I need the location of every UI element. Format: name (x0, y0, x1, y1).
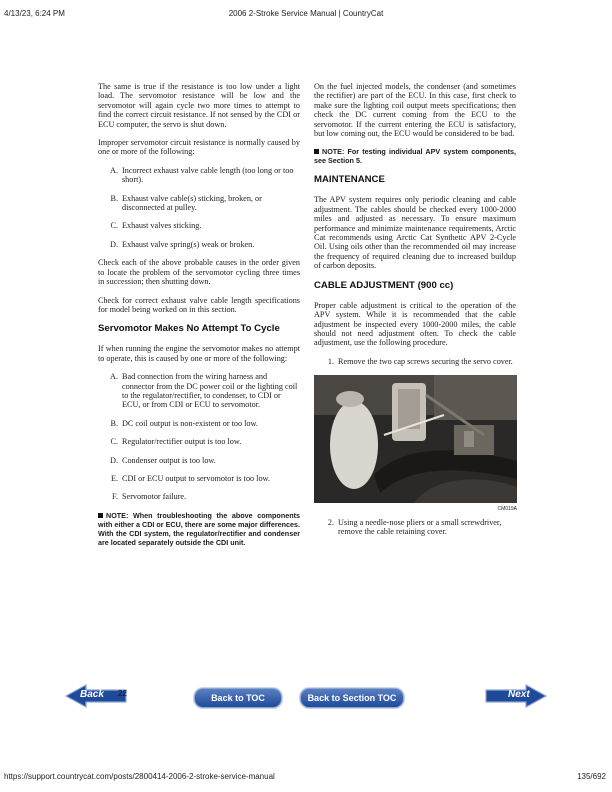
list-item: A. Bad connection from the wiring harness and connector from the DC power coil or the lighting coil to the regulator/rectifier, to condenser, to CDI or ECU, or from CDI or ECU to servomotor. (110, 372, 298, 410)
note: NOTE: When troubleshooting the above components with either a CDI or ECU, there are some major differences. With the CDI system, the regulator/rectifier and condenser are located separately outside the CDI unit. (98, 510, 300, 547)
paragraph: If when running the engine the servomotor makes no attempt to operate, this is caused by one or more of the following: (98, 344, 300, 363)
next-button[interactable] (482, 684, 548, 708)
engine-photo (314, 375, 517, 503)
paragraph: On the fuel injected models, the condenser (and sometimes the rectifier) are part of the ECU. In this case, first check to make sure the lighting coil output meets specifications; then check the DC current coming from the ECU to the servomotor. If the current entering the ECU is satisfactory, but low coming out, the ECU would be considered to be bad. (314, 82, 516, 139)
note: NOTE: For testing individual APV system components, see Section 5. (314, 147, 516, 166)
list-item: D. Exhaust valve spring(s) weak or broken. (110, 239, 255, 249)
step-list (314, 357, 516, 366)
paragraph: Improper servomotor circuit resistance is normally caused by one or more of the following: (98, 138, 300, 157)
note-square-icon (314, 149, 319, 154)
left-column (98, 82, 300, 556)
section-heading: Servomotor Makes No Attempt To Cycle (98, 323, 280, 335)
step-item: 2. Using a needle-nose pliers or a small screwdriver, remove the cable retaining cover. (327, 517, 502, 536)
print-title: 2006 2-Stroke Service Manual | CountryCat (228, 9, 384, 18)
list-item: B. DC coil output is non-existent or too low. (110, 418, 258, 428)
print-timestamp: 4/13/23, 6:24 PM (4, 9, 65, 18)
paragraph: The APV system requires only periodic cleaning and cable adjustment. The cables should be checked every 1000-2000 miles and adjusted as necessary. To ensure maximum performance and minimize maintenance requirements, Arctic Cat recommends using Arctic Cat Synthetic APV 2-Cycle Oil. Using oils other than the recommended oil may increase the frequency of required cleaning due to increased buildup of carbon deposits. (314, 195, 516, 271)
list-item: A. Incorrect exhaust valve cable length (too long or too short). (110, 165, 294, 185)
photo-caption: CM019A (497, 506, 517, 513)
section-heading: MAINTENANCE (314, 174, 385, 186)
right-column (314, 82, 516, 545)
print-url: https://support.countrycat.com/posts/2800414-2006-2-stroke-service-manual (4, 772, 275, 781)
print-page-count: 135/692 (577, 772, 606, 781)
step-item: 1. Remove the two cap screws securing the servo cover. (327, 356, 513, 366)
paragraph: Proper cable adjustment is critical to the operation of the APV system. While it is recommended that the cable adjustment be inspected every 1000-2000 miles, the cable should not need adjustment often. To check the cable adjustment, use the following procedure. (314, 300, 516, 348)
next-label: Next (508, 689, 530, 700)
paragraph: Check for correct exhaust valve cable length specifications for model being worked on in this section. (98, 295, 300, 314)
back-to-section-toc-button[interactable]: Back to Section TOC (300, 688, 404, 708)
page-number: 22 (118, 689, 127, 698)
list-item: E. CDI or ECU output to servomotor is too low. (110, 473, 270, 483)
list-item: C. Exhaust valves sticking. (110, 221, 202, 231)
cause-list (98, 166, 300, 249)
list-item: F. Servomotor failure. (112, 492, 187, 502)
cause-list (98, 372, 300, 502)
list-item: C. Regulator/rectifier output is too low. (110, 437, 242, 447)
back-label: Back (80, 689, 104, 700)
step-list (314, 518, 516, 537)
list-item: B. Exhaust valve cable(s) sticking, broken, or disconnected at pulley. (110, 193, 262, 213)
back-to-toc-button[interactable]: Back to TOC (194, 688, 282, 708)
paragraph: Check each of the above probable causes in the order given to locate the problem of the servomotor cycling three times in succession; then shutting down. (98, 258, 300, 287)
list-item: D. Condenser output is too low. (110, 455, 216, 465)
section-heading: CABLE ADJUSTMENT (900 cc) (314, 279, 454, 291)
note-square-icon (98, 513, 103, 518)
paragraph: The same is true if the resistance is too low under a light load. The servomotor resistance will be low and the servomotor will again cycle two more times to attempt to find the correct circuit resistance. If not sensed by the CDI or ECU computer, the servo is shut down. (98, 82, 300, 129)
